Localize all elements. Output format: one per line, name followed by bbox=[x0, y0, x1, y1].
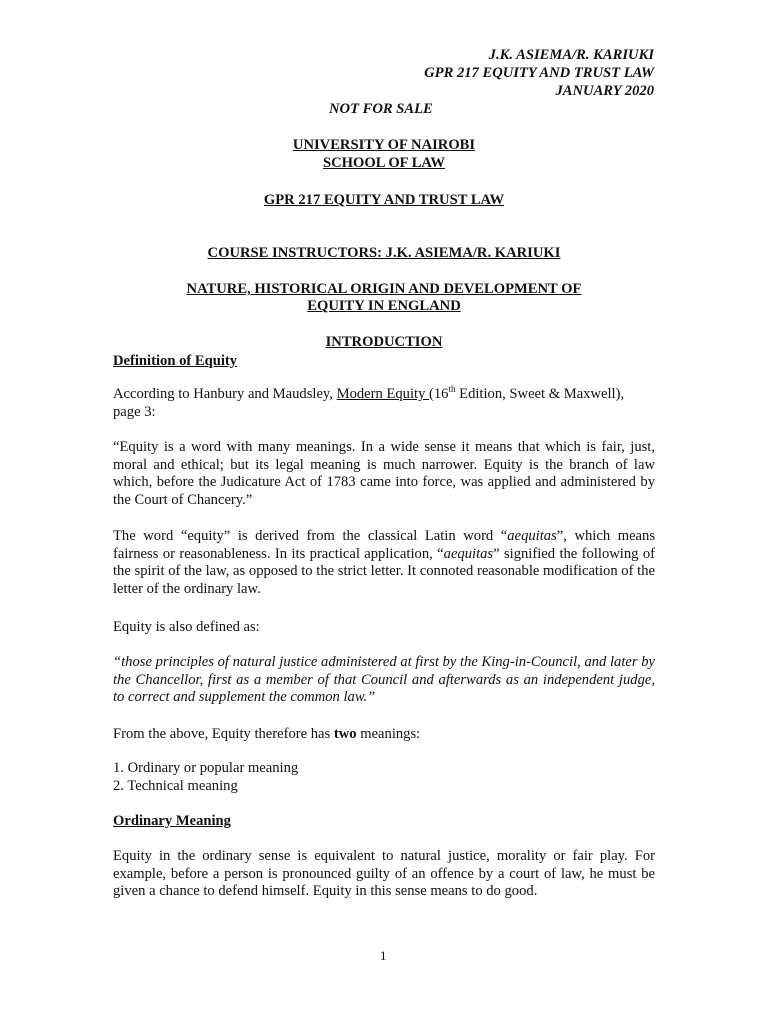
edition-superscript: th bbox=[448, 384, 456, 395]
definition-quote: “Equity is a word with many meanings. In a wide sense it means that which is fair, just, moral and ethical; but its legal meaning is much narrower. Equity is the branch of law which, before the Judicature Act of 1783 came into force, was applied and administered by the Court of Chancery.” bbox=[113, 439, 655, 508]
definition-heading: Definition of Equity bbox=[113, 353, 238, 369]
definition-paragraph-2 bbox=[113, 528, 655, 598]
introduction-heading: INTRODUCTION bbox=[325, 334, 443, 350]
p1-prefix: According to Hanbury and Maudsley, bbox=[113, 386, 337, 402]
p5-part-b: meanings: bbox=[356, 726, 421, 742]
header-date: JANUARY 2020 bbox=[555, 83, 654, 99]
book-title: Modern Equity bbox=[336, 386, 430, 402]
ordinary-meaning-paragraph: Equity in the ordinary sense is equivalent to natural justice, morality or fair play. For example, before a person is pronounced guilty of an offence by a court of law, he must be given a chance to defend himself. Equity in this sense means to do good. bbox=[113, 848, 655, 900]
university-title: UNIVERSITY OF NAIROBI bbox=[292, 137, 476, 153]
ordinary-meaning-heading: Ordinary Meaning bbox=[113, 813, 231, 829]
p2-part-b: ”, which means fairness or reasonableness. In its practical application, “ bbox=[113, 528, 655, 562]
topic-title-line2: EQUITY IN ENGLAND bbox=[307, 298, 461, 314]
definition-paragraph-1 bbox=[113, 386, 655, 421]
aequitas-term-1: aequitas bbox=[507, 528, 557, 544]
meaning-list-item: 1. Ordinary or popular meaning bbox=[113, 760, 299, 776]
p2-part-c: ” signified the following of the spirit of the law, as opposed to the strict letter. It connoted reasonable modification of the letter of the ordinary law. bbox=[113, 545, 655, 597]
course-title: GPR 217 EQUITY AND TRUST LAW bbox=[263, 192, 505, 208]
header-instructors: J.K. ASIEMA/R. KARIUKI bbox=[488, 47, 654, 63]
definition-paragraph-3: Equity is also defined as: bbox=[113, 619, 260, 635]
definition-italic-quote: “those principles of natural justice administered at first by the King-in-Council, and later by the Chancellor, first as a member of that Council and afterwards as an independent judge, to correct and supplement the common law.” bbox=[113, 654, 655, 706]
page-number: 1 bbox=[380, 948, 387, 963]
aequitas-term-2: aequitas bbox=[443, 545, 494, 562]
instructors-title: COURSE INSTRUCTORS: J.K. ASIEMA/R. KARIUKI bbox=[207, 245, 561, 261]
definition-paragraph-5 bbox=[113, 725, 420, 743]
edition-post: Edition, Sweet & Maxwell), bbox=[455, 386, 625, 402]
header-course: GPR 217 EQUITY AND TRUST LAW bbox=[424, 65, 654, 81]
meaning-list-item: 2. Technical meaning bbox=[113, 778, 238, 794]
p2-part-a: The word “equity” is derived from the classical Latin word “ bbox=[113, 528, 508, 544]
school-title: SCHOOL OF LAW bbox=[323, 155, 445, 171]
not-for-sale-notice: NOT FOR SALE bbox=[329, 101, 433, 117]
topic-title-line1: NATURE, HISTORICAL ORIGIN AND DEVELOPMENT OF bbox=[186, 281, 582, 297]
edition-pre: (16 bbox=[429, 386, 449, 402]
p5-bold: two bbox=[333, 726, 357, 742]
page-reference: page 3: bbox=[113, 403, 156, 420]
p5-part-a: From the above, Equity therefore has bbox=[113, 726, 334, 742]
